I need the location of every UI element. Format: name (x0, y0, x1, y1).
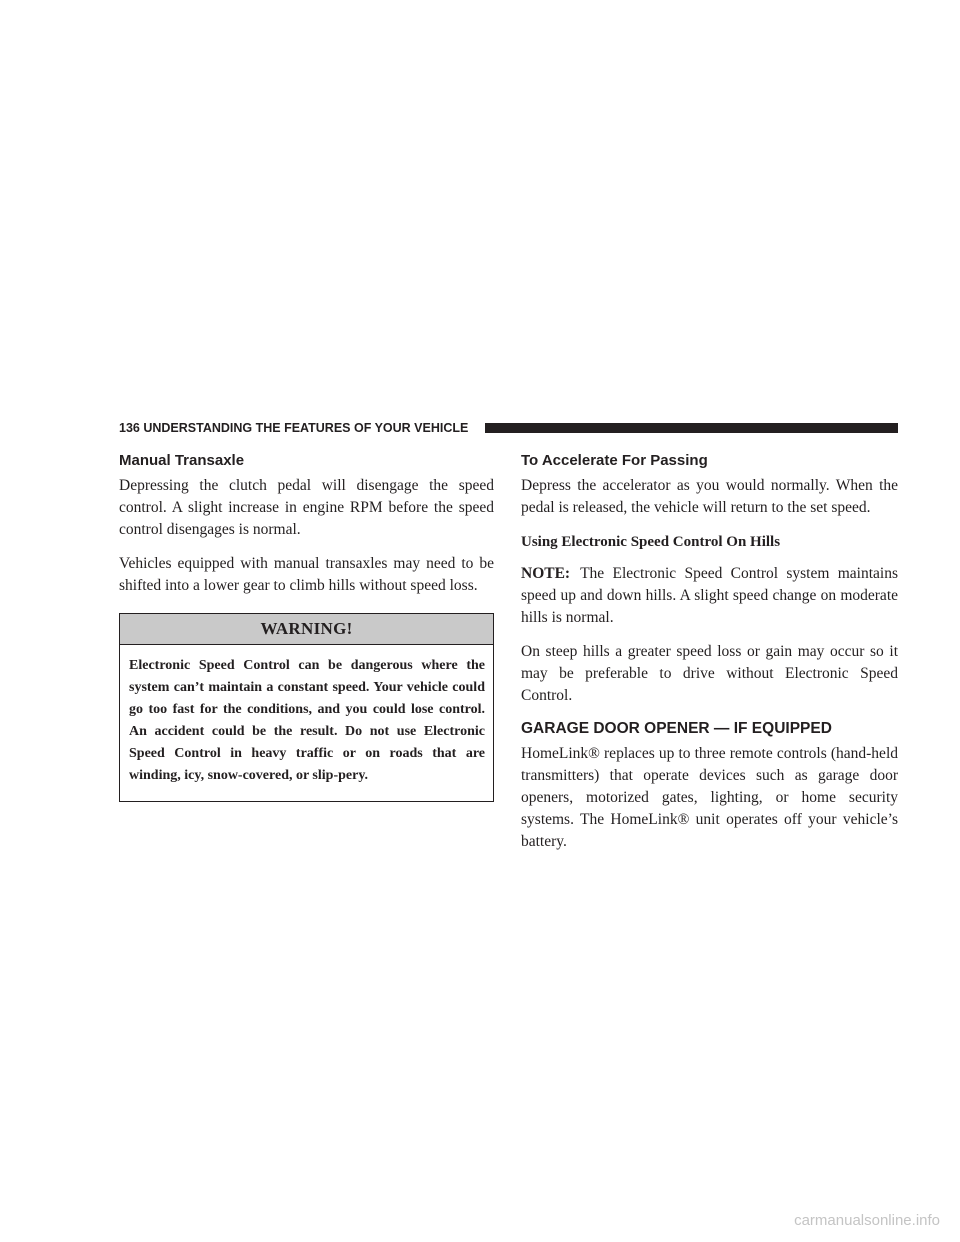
homelink-paragraph: HomeLink® replaces up to three remote controls (hand-held transmitters) that operate devices such as garage door openers, motorized gates, lighting, or home security systems. The HomeLink® unit operates off your vehicle’s battery. (521, 745, 898, 850)
header-rule (485, 423, 898, 433)
page-header (119, 420, 898, 436)
passing-heading: To Accelerate For Passing (521, 452, 708, 469)
clutch-paragraph: Depressing the clutch pedal will disengage the speed control. A slight increase in engine RPM before the speed control disengages is normal. (119, 477, 494, 538)
left-column (119, 451, 494, 802)
lower-gear-paragraph: Vehicles equipped with manual transaxles may need to be shifted into a lower gear to climb hills without speed loss. (119, 555, 494, 594)
watermark: carmanualsonline.info (794, 1212, 940, 1229)
passing-paragraph: Depress the accelerator as you would normally. When the pedal is released, the vehicle will return to the set speed. (521, 477, 898, 516)
hills-heading: Using Electronic Speed Control On Hills (521, 534, 781, 550)
warning-box (119, 613, 494, 802)
manual-transaxle-heading: Manual Transaxle (119, 452, 245, 469)
note-paragraph (521, 563, 898, 629)
steep-hills-paragraph: On steep hills a greater speed loss or gain may occur so it may be preferable to drive without Electronic Speed Control. (521, 643, 898, 704)
note-text: The Electronic Speed Control system maintains speed up and down hills. A slight speed change on moderate hills is normal. (521, 565, 898, 626)
warning-title: WARNING! (120, 614, 493, 645)
garage-door-heading: GARAGE DOOR OPENER — IF EQUIPPED (521, 720, 832, 737)
warning-text: Electronic Speed Control can be dangerous where the system can’t maintain a constant speed. Your vehicle could go too fast for the conditions, and you could lose control. An accident could be the result. Do not use Electronic Speed Control in heavy traffic or on roads that are winding, icy, snow-covered, or slip-pery. (129, 658, 485, 783)
page-number-and-chapter: 136 UNDERSTANDING THE FEATURES OF YOUR VEHICLE (119, 421, 469, 435)
note-label: NOTE: (521, 565, 571, 582)
right-column (521, 451, 898, 865)
